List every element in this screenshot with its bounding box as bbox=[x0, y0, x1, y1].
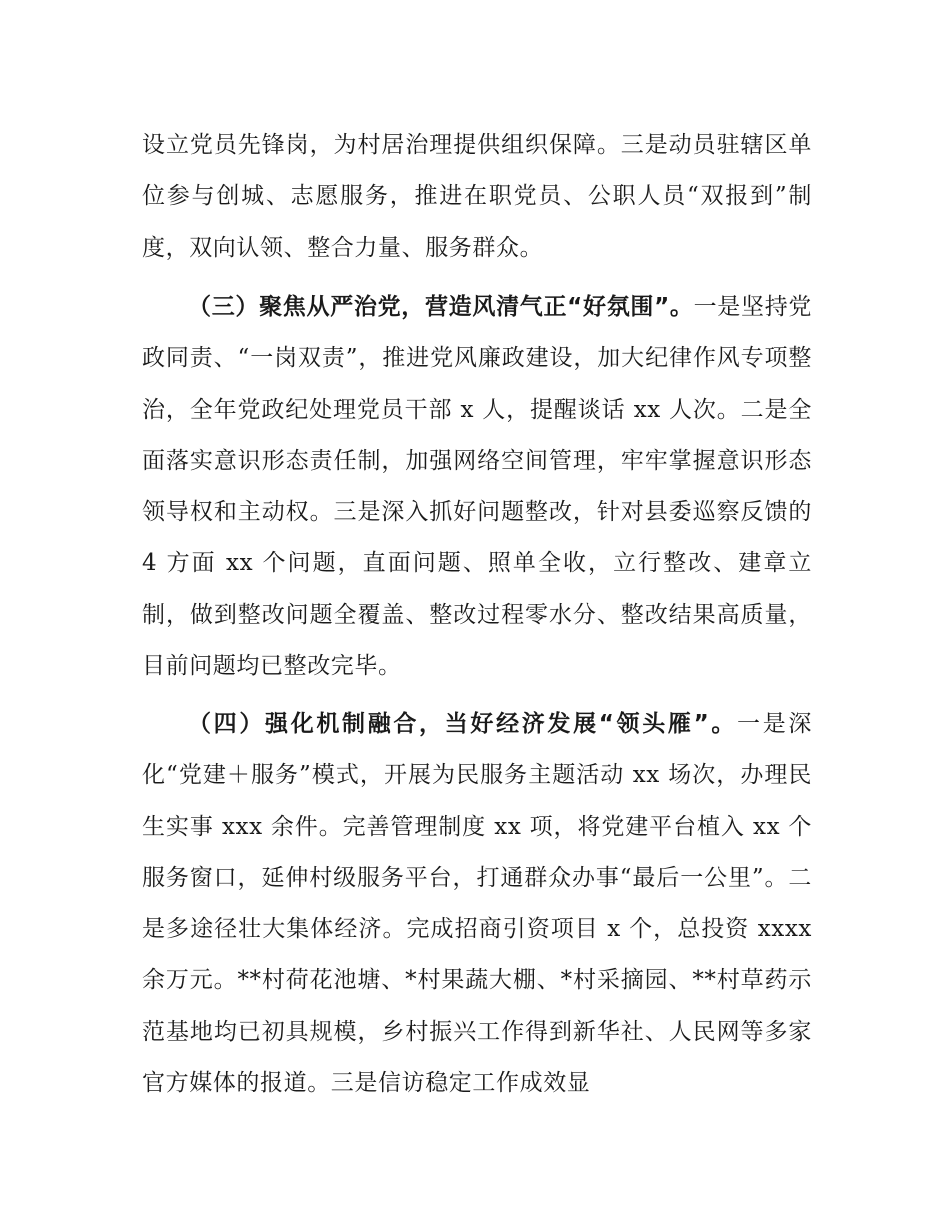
paragraph-body: 设立党员先锋岗，为村居治理提供组织保障。三是动员驻辖区单位参与创城、志愿服务，推进在职党员、公职人员“双报到”制度，双向认领、整合力量、服务群众。 bbox=[142, 132, 812, 261]
paragraph-body: 一是坚持党政同责、“一岗双责”，推进党风廉政建设，加大纪律作风专项整治，全年党政纪处理党员干部 x 人，提醒谈话 xx 人次。二是全面落实意识形态责任制，加强网络空间管理，牢牢掌握意识形态领导权和主动权。三是深入抓好问题整改，针对县委巡察反馈的 4 方面 xx 个问题，直面问题、照单全收，立行整改、建章立制，做到整改问题全覆盖、整改过程零水分、整改结果高质量，目前问题均已整改完毕。 bbox=[142, 294, 813, 680]
paragraph-continuation bbox=[142, 120, 812, 274]
paragraph-section-3 bbox=[142, 282, 812, 692]
paragraph-text bbox=[142, 699, 812, 1109]
paragraph-text bbox=[142, 282, 812, 692]
paragraph-section-4 bbox=[142, 699, 812, 1109]
section-heading: （四）强化机制融合，当好经济发展“领头雁”。 bbox=[188, 711, 738, 737]
paragraph-body: 一是深化“党建＋服务”模式，开展为民服务主题活动 xx 场次，办理民生实事 xxx 余件。完善管理制度 xx 项，将党建平台植入 xx 个服务窗口，延伸村级服务平台，打通群众办事“最后一公里”。二是多途径壮大集体经济。完成招商引资项目 x 个，总投资 xxxx 余万元。**村荷花池塘、*村果蔬大棚、*村采摘园、**村草药示范基地均已初具规模，乡村振兴工作得到新华社、人民网等多家官方媒体的报道。三是信访稳定工作成效显 bbox=[142, 711, 812, 1097]
section-heading: （三）聚焦从严治党，营造风清气正“好氛围”。 bbox=[188, 294, 694, 320]
